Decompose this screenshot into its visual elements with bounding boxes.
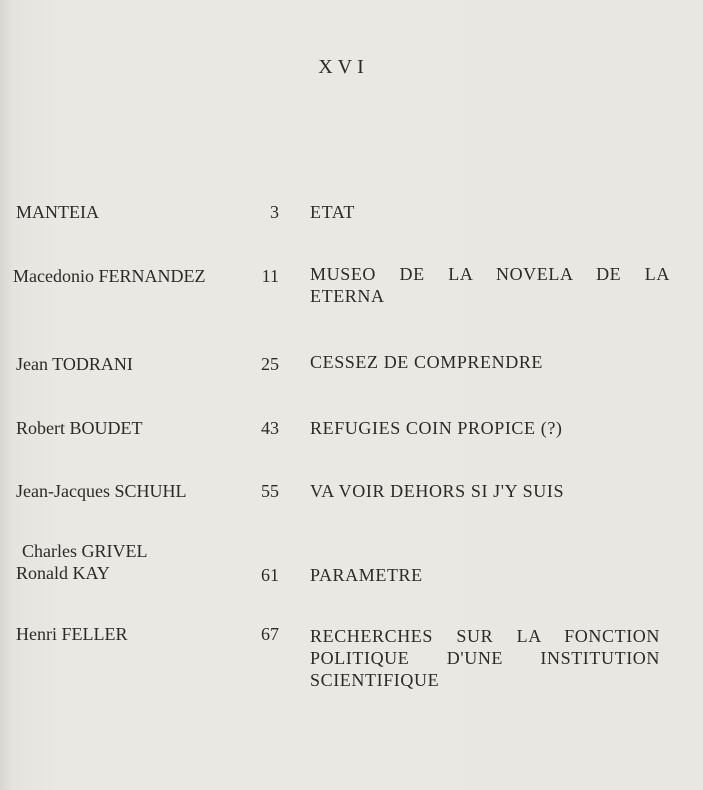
toc-author-line: Jean-Jacques SCHUHL [16, 481, 187, 501]
toc-page-number: 67 [261, 624, 279, 644]
section-numeral: XVI [318, 56, 369, 78]
toc-title [310, 480, 675, 502]
toc-page-number: 11 [261, 266, 279, 286]
toc-page-number: 3 [270, 202, 279, 222]
toc-title [310, 351, 675, 373]
toc-title-line: ETERNA [310, 286, 385, 306]
toc-author [16, 201, 99, 223]
toc-page-number: 25 [261, 354, 279, 374]
toc-author [16, 353, 133, 375]
toc-title [310, 201, 675, 223]
toc-title [310, 417, 675, 439]
toc-author-line: Robert BOUDET [16, 418, 143, 438]
toc-author-line: Henri FELLER [16, 624, 128, 644]
toc-page-number: 55 [261, 481, 279, 501]
toc-title-line: PARAMETRE [310, 565, 423, 585]
toc-title [310, 625, 675, 691]
toc-page-number: 61 [261, 565, 279, 585]
toc-author [16, 480, 186, 502]
toc-author [13, 265, 205, 287]
toc-title-line: SCIENTIFIQUE [310, 670, 440, 690]
toc-author [16, 623, 127, 645]
toc-author-line: Ronald KAY [16, 563, 110, 583]
toc-author [16, 540, 147, 584]
toc-title-line: REFUGIES COIN PROPICE (?) [310, 418, 563, 438]
toc-title-line: VA VOIR DEHORS SI J'Y SUIS [310, 481, 565, 501]
toc-title-line: POLITIQUE D'UNE INSTITUTION [310, 648, 660, 668]
toc-title-line: CESSEZ DE COMPRENDRE [310, 352, 544, 372]
toc-author-line: Jean TODRANI [16, 354, 133, 374]
toc-title [310, 263, 675, 307]
toc-author-line: Macedonio FERNANDEZ [13, 266, 206, 286]
toc-title-line: RECHERCHES SUR LA FONCTION [310, 626, 660, 646]
toc-title [310, 564, 675, 586]
toc-title-line: ETAT [310, 202, 355, 222]
toc-author-line: MANTEIA [16, 202, 99, 222]
toc-page-number: 43 [261, 418, 279, 438]
toc-author [16, 417, 142, 439]
toc-author-line: Charles GRIVEL [22, 541, 148, 561]
toc-title-line: MUSEO DE LA NOVELA DE LA [310, 264, 670, 284]
